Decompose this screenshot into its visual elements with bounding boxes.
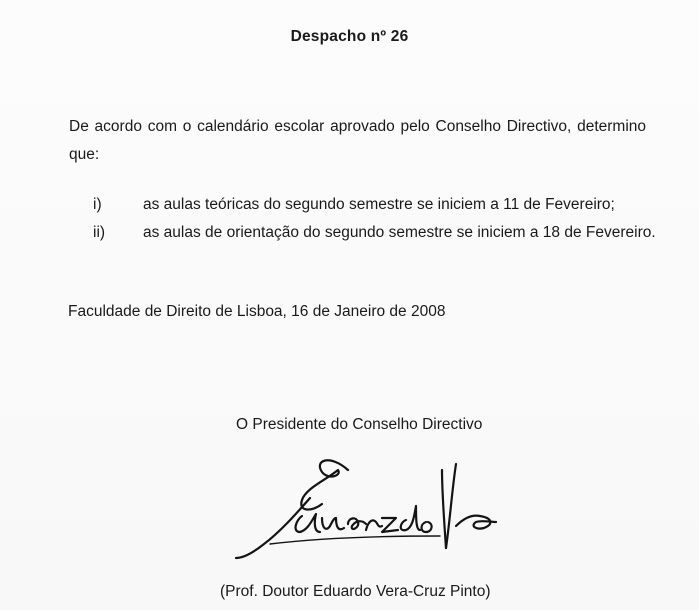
list-item-text: as aulas de orientação do segundo semestre se iniciem a 18 de Fevereiro. <box>143 224 656 241</box>
list-item <box>69 194 669 222</box>
signer-name: (Prof. Doutor Eduardo Vera-Cruz Pinto) <box>220 583 491 600</box>
place-and-date: Faculdade de Direito de Lisboa, 16 de Janeiro de 2008 <box>68 303 446 320</box>
signer-title: O Presidente do Conselho Directivo <box>236 416 483 433</box>
document-title: Despacho nº 26 <box>290 28 409 45</box>
list-item-marker: ii) <box>93 224 106 241</box>
list-item-marker: i) <box>93 196 102 213</box>
list-item-text: as aulas teóricas do segundo semestre se iniciem a 11 de Fevereiro; <box>143 196 615 213</box>
list-item <box>69 222 669 250</box>
handwritten-signature <box>230 440 510 570</box>
determination-list <box>69 194 669 250</box>
intro-paragraph: De acordo com o calendário escolar aprovado pelo Conselho Directivo, determino que: <box>69 118 646 163</box>
